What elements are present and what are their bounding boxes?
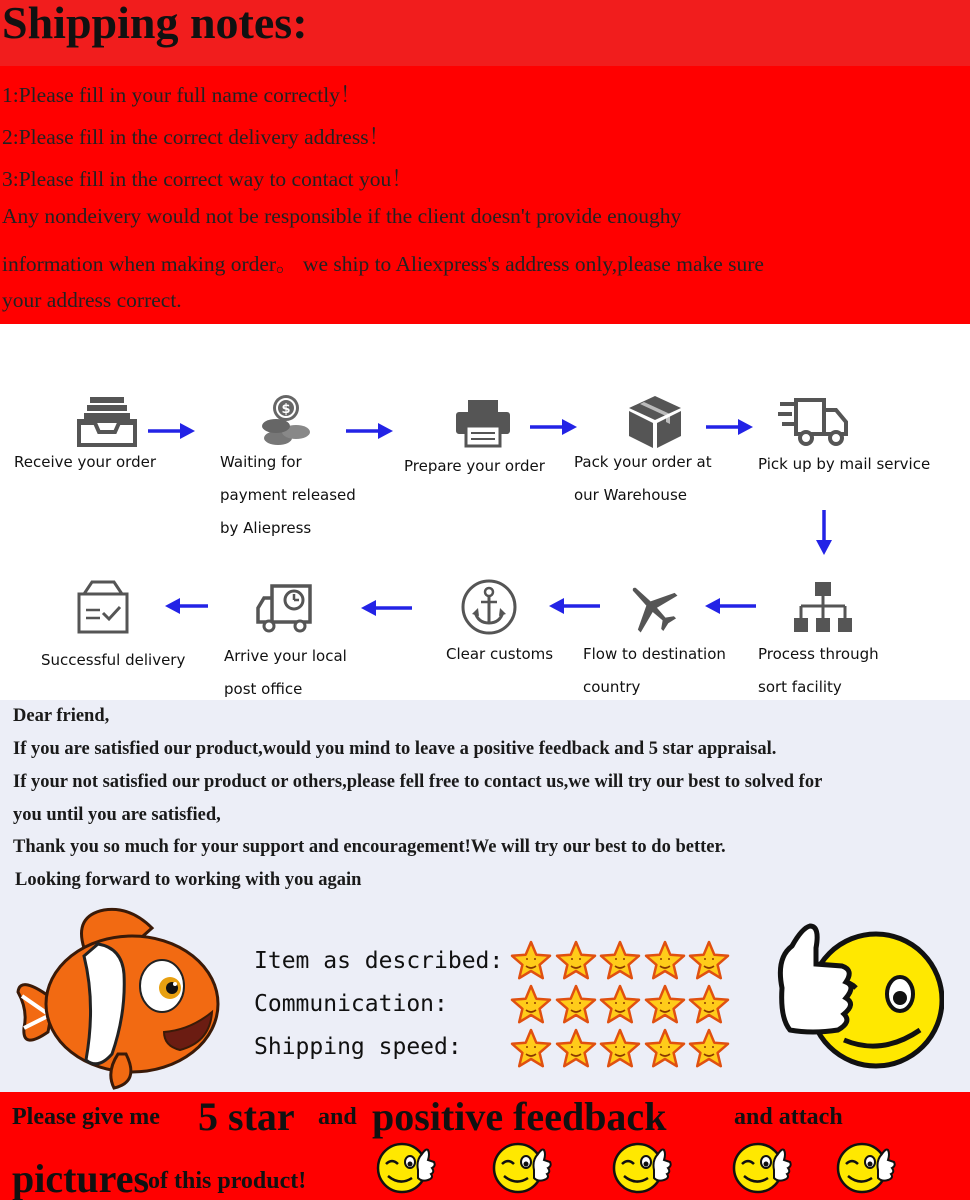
step-label-receive: Receive your order — [14, 453, 156, 471]
coin-stack-icon — [256, 392, 316, 452]
step-label-sort: sort facility — [758, 678, 842, 696]
step-label-waiting: by Aliepress — [220, 519, 312, 537]
delivery-truck-icon — [778, 396, 850, 448]
banner-text: Please give me — [12, 1104, 160, 1130]
clownfish-illustration — [14, 904, 234, 1090]
rating-star-icon — [599, 940, 641, 982]
letter-line: If you are satisfied our product,would you mind to leave a positive feedback and 5 star appraisal. — [13, 739, 777, 759]
rating-label-communication: Communication: — [254, 991, 448, 1017]
arrow-down-icon — [813, 510, 835, 556]
checked-box-icon — [76, 580, 130, 636]
step-label-flow: Flow to destination — [583, 645, 726, 663]
thumbs-up-smiley-icon — [832, 1138, 896, 1196]
shipping-notes-body — [0, 66, 970, 324]
step-label-arrive: post office — [224, 680, 303, 698]
note-line: 1:Please fill in your full name correctly！ — [2, 83, 362, 107]
rating-star-icon — [688, 1028, 730, 1070]
banner-text: and attach — [734, 1104, 843, 1130]
rating-label-shipping: Shipping speed: — [254, 1034, 462, 1060]
banner-text-emphasis: pictures — [12, 1156, 150, 1200]
feedback-banner — [0, 1092, 970, 1200]
rating-star-icon — [510, 984, 552, 1026]
rating-star-icon — [510, 940, 552, 982]
airplane-icon — [624, 580, 680, 634]
thumbs-up-smiley-icon — [488, 1138, 552, 1196]
org-chart-icon — [792, 580, 854, 634]
rating-star-icon — [510, 1028, 552, 1070]
banner-text-emphasis: 5 star — [198, 1094, 295, 1139]
step-label-prepare: Prepare your order — [404, 457, 545, 475]
thumbs-up-smiley-icon — [772, 918, 944, 1080]
letter-line: Looking forward to working with you again — [15, 870, 362, 890]
rating-star-icon — [599, 1028, 641, 1070]
anchor-icon — [460, 578, 518, 636]
note-line: your address correct. — [2, 288, 182, 312]
shipping-notes-header — [0, 0, 970, 66]
rating-star-icon — [555, 1028, 597, 1070]
rating-star-icon — [644, 1028, 686, 1070]
note-line: 3:Please fill in the correct way to contact you！ — [2, 167, 413, 191]
process-flow — [0, 324, 970, 700]
arrow-left-icon — [704, 595, 756, 617]
letter-line: you until you are satisfied, — [13, 805, 221, 825]
thumbs-up-smiley-icon — [372, 1138, 436, 1196]
arrow-left-icon — [360, 597, 412, 619]
thumbs-up-smiley-icon — [608, 1138, 672, 1196]
banner-text: of this product! — [148, 1168, 307, 1194]
step-label-customs: Clear customs — [446, 645, 554, 663]
shipping-notes-title: Shipping notes: — [2, 0, 308, 48]
clock-truck-icon — [256, 582, 314, 634]
rating-label-item: Item as described: — [254, 948, 504, 974]
note-line: information when making order。 we ship to Aliexpress's address only,please make sure — [2, 252, 764, 276]
rating-star-icon — [644, 984, 686, 1026]
rating-star-icon — [599, 984, 641, 1026]
note-line: Any nondeivery would not be responsible if the client doesn't provide enoughy — [2, 204, 682, 228]
banner-text: and — [318, 1104, 357, 1130]
letter-line: Dear friend, — [13, 706, 110, 726]
svg-text:$: $ — [281, 402, 291, 417]
inbox-tray-icon — [76, 394, 138, 448]
step-label-delivered: Successful delivery — [41, 651, 186, 669]
step-label-pickup: Pick up by mail service — [758, 455, 931, 473]
rating-star-icon — [555, 940, 597, 982]
arrow-right-icon — [706, 416, 754, 438]
rating-star-icon — [555, 984, 597, 1026]
banner-text-emphasis: positive feedback — [372, 1094, 667, 1139]
step-label-flow: country — [583, 678, 641, 696]
letter-line: If your not satisfied our product or others,please fell free to contact us,we will try our best to solved for — [13, 772, 823, 792]
arrow-left-icon — [164, 595, 208, 617]
step-label-pack: our Warehouse — [574, 486, 687, 504]
step-label-arrive: Arrive your local — [224, 647, 347, 665]
thank-you-letter — [0, 700, 970, 900]
printer-icon — [454, 398, 512, 448]
letter-line: Thank you so much for your support and encouragement!We will try our best to do better. — [13, 837, 726, 857]
arrow-left-icon — [548, 595, 600, 617]
arrow-right-icon — [148, 420, 196, 442]
ratings-section — [0, 900, 970, 1092]
step-label-pack: Pack your order at — [574, 453, 712, 471]
step-label-sort: Process through — [758, 645, 879, 663]
arrow-right-icon — [530, 416, 578, 438]
step-label-waiting: Waiting for — [220, 453, 302, 471]
arrow-right-icon — [346, 420, 394, 442]
package-box-icon — [626, 394, 684, 450]
rating-star-icon — [644, 940, 686, 982]
thumbs-up-smiley-icon — [728, 1138, 792, 1196]
step-label-waiting: payment released — [220, 486, 356, 504]
rating-star-icon — [688, 940, 730, 982]
rating-star-icon — [688, 984, 730, 1026]
note-line: 2:Please fill in the correct delivery address！ — [2, 125, 391, 149]
